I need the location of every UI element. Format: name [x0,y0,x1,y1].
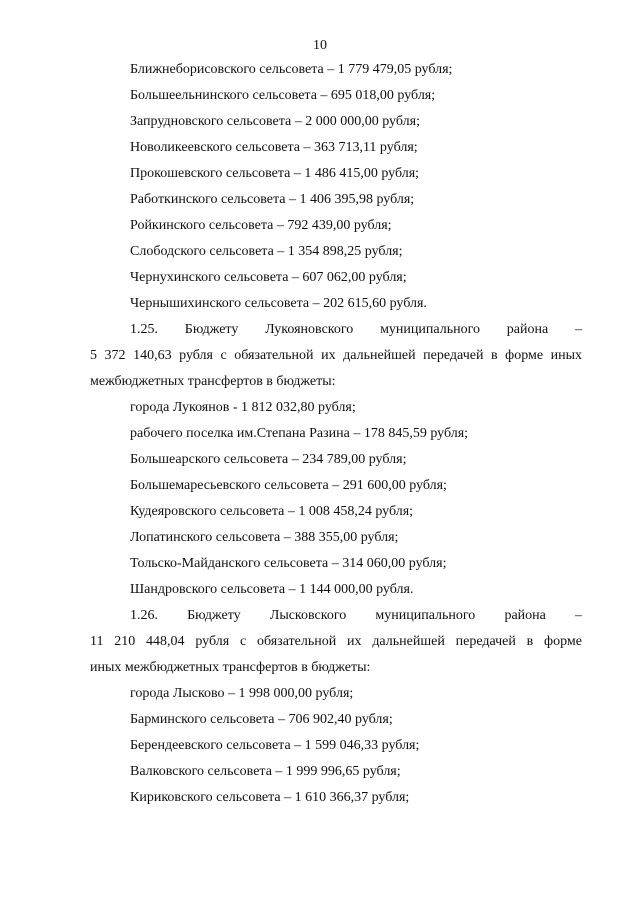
list-item: рабочего поселка им.Степана Разина – 178 845,59 рубля; [130,426,469,441]
list-item: города Лысково – 1 998 000,00 рубля; [130,686,354,701]
paragraph-1-26-line-2: 11 210 448,04 рубля с обязательной их дальнейшей передачей в форме [90,634,582,649]
list-item: Лопатинского сельсовета – 388 355,00 рубля; [130,530,399,545]
list-item: Кудеяровского сельсовета – 1 008 458,24 рубля; [130,504,414,519]
list-item: Новоликеевского сельсовета – 363 713,11 рубля; [130,140,418,155]
list-item: Прокошевского сельсовета – 1 486 415,00 рубля; [130,166,420,181]
paragraph-1-25-line-1: 1.25. Бюджету Лукояновского муниципального района – [130,322,582,337]
list-item: Большемаресьевского сельсовета – 291 600,00 рубля; [130,478,447,493]
list-item: Валковского сельсовета – 1 999 996,65 рубля; [130,764,401,779]
list-item: Большеельнинского сельсовета – 695 018,00 рубля; [130,88,436,103]
list-item: Ближнеборисовского сельсовета – 1 779 479,05 рубля; [130,62,453,77]
paragraph-1-25-line-3: межбюджетных трансфертов в бюджеты: [90,374,336,389]
page-number: 10 [313,38,327,53]
list-item: города Лукоянов - 1 812 032,80 рубля; [130,400,356,415]
list-item: Чернышихинского сельсовета – 202 615,60 рубля. [130,296,427,311]
list-item: Берендеевского сельсовета – 1 599 046,33 рубля; [130,738,420,753]
paragraph-1-26-line-3: иных межбюджетных трансфертов в бюджеты: [90,660,371,675]
list-item: Тольско-Майданского сельсовета – 314 060,00 рубля; [130,556,447,571]
list-item: Ройкинского сельсовета – 792 439,00 рубля; [130,218,392,233]
list-item: Барминского сельсовета – 706 902,40 рубля; [130,712,393,727]
document-body [90,57,582,811]
list-item: Слободского сельсовета – 1 354 898,25 рубля; [130,244,403,259]
list-item: Работкинского сельсовета – 1 406 395,98 рубля; [130,192,415,207]
list-item: Шандровского сельсовета – 1 144 000,00 рубля. [130,582,414,597]
list-item: Запрудновского сельсовета – 2 000 000,00 рубля; [130,114,420,129]
paragraph-1-26-line-1: 1.26. Бюджету Лысковского муниципального района – [130,608,582,623]
list-item: Большеарского сельсовета – 234 789,00 рубля; [130,452,407,467]
list-item: Чернухинского сельсовета – 607 062,00 рубля; [130,270,407,285]
list-item: Кириковского сельсовета – 1 610 366,37 рубля; [130,790,410,805]
paragraph-1-25-line-2: 5 372 140,63 рубля с обязательной их дальнейшей передачей в форме иных [90,348,582,363]
